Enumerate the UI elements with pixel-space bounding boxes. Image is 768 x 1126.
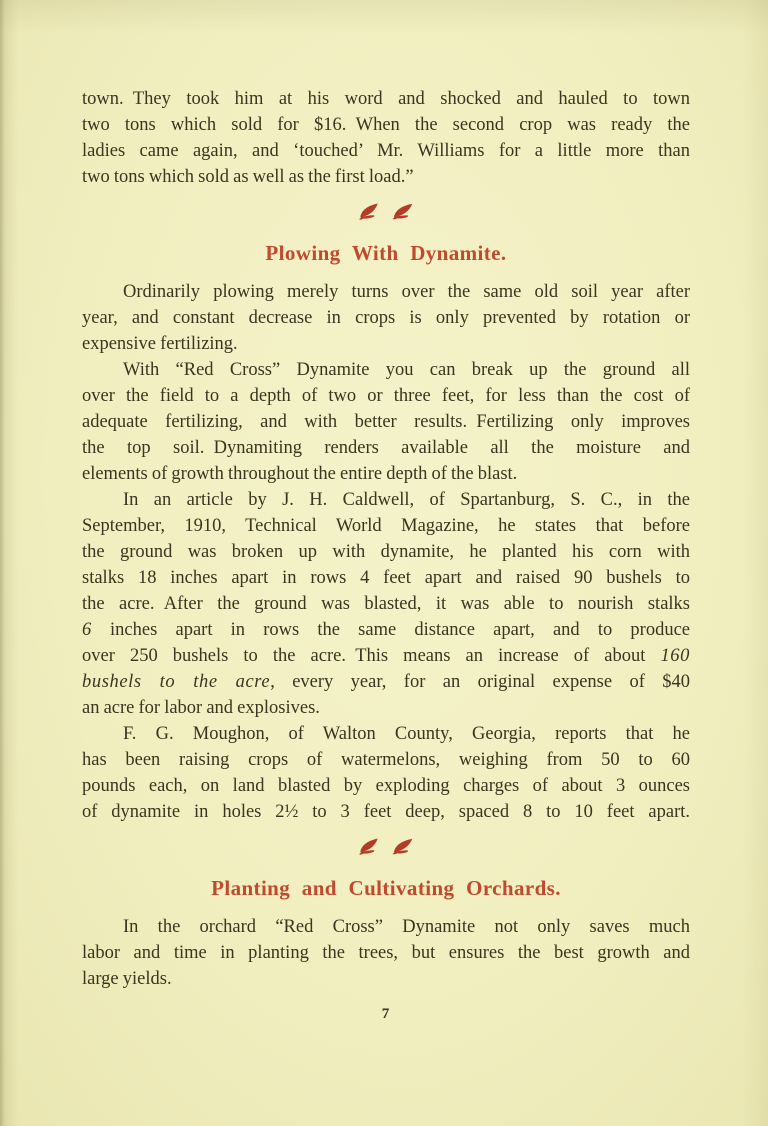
text-line: Ordinarily plowing merely turns over the same old soil year after: [123, 282, 690, 302]
text-line: With “Red Cross” Dynamite you can break up the ground all: [123, 360, 690, 380]
text-block: [82, 86, 690, 1027]
text-line: the acre. After the ground was blasted, it was able to nourish stalks: [82, 594, 690, 614]
fleuron-ornament: [82, 834, 690, 858]
text-line: adequate fertilizing, and with better results. Fertilizing only improves: [82, 412, 690, 432]
text-line: has been raising crops of watermelons, weighing from 50 to 60: [82, 750, 690, 770]
fleuron-leaf-icon: [358, 836, 380, 855]
text-line: stalks 18 inches apart in rows 4 feet apart and raised 90 bushels to: [82, 568, 690, 588]
text-line: over the field to a depth of two or three feet, for less than the cost of: [82, 386, 690, 406]
text-line: bushels to the acre, every year, for an original expense of $40: [82, 672, 690, 692]
fleuron-ornament: [82, 199, 690, 223]
fleuron-leaf-icon: [358, 201, 380, 220]
text-line: September, 1910, Technical World Magazine, he states that before: [82, 516, 690, 536]
text-line: two tons which sold for $16. When the second crop was ready the: [82, 115, 690, 135]
text-line: over 250 bushels to the acre. This means an increase of about 160: [82, 646, 690, 666]
text-line: the ground was broken up with dynamite, he planted his corn with: [82, 542, 690, 562]
text-line: 6 inches apart in rows the same distance apart, and to produce: [82, 620, 690, 640]
text-line: town. They took him at his word and shocked and hauled to town: [82, 89, 690, 109]
fleuron-leaf-icon: [391, 837, 415, 856]
section-heading: Plowing With Dynamite.: [265, 241, 507, 265]
text-line: elements of growth throughout the entire depth of the blast.: [82, 464, 518, 484]
text-line: large yields.: [82, 969, 172, 989]
section-heading: Planting and Cultivating Orchards.: [211, 876, 561, 900]
text-line: the top soil. Dynamiting renders available all the moisture and: [82, 438, 690, 458]
text-line: two tons which sold as well as the first load.”: [82, 167, 414, 187]
text-line: pounds each, on land blasted by exploding charges of about 3 ounces: [82, 776, 690, 796]
text-line: F. G. Moughon, of Walton County, Georgia, reports that he: [123, 724, 690, 744]
text-line: labor and time in planting the trees, but ensures the best growth and: [82, 943, 690, 963]
text-line: an acre for labor and explosives.: [82, 698, 320, 718]
text-line: year, and constant decrease in crops is only prevented by rotation or: [82, 308, 690, 328]
text-line: of dynamite in holes 2½ to 3 feet deep, spaced 8 to 10 feet apart.: [82, 802, 690, 822]
text-line: ladies came again, and ‘touched’ Mr. Williams for a little more than: [82, 141, 690, 161]
text-line: expensive fertilizing.: [82, 334, 238, 354]
page-number: 7: [381, 1006, 391, 1022]
text-line: In the orchard “Red Cross” Dynamite not only saves much: [123, 917, 690, 937]
fleuron-leaf-icon: [391, 202, 415, 221]
text-line: In an article by J. H. Caldwell, of Spartanburg, S. C., in the: [123, 490, 690, 510]
